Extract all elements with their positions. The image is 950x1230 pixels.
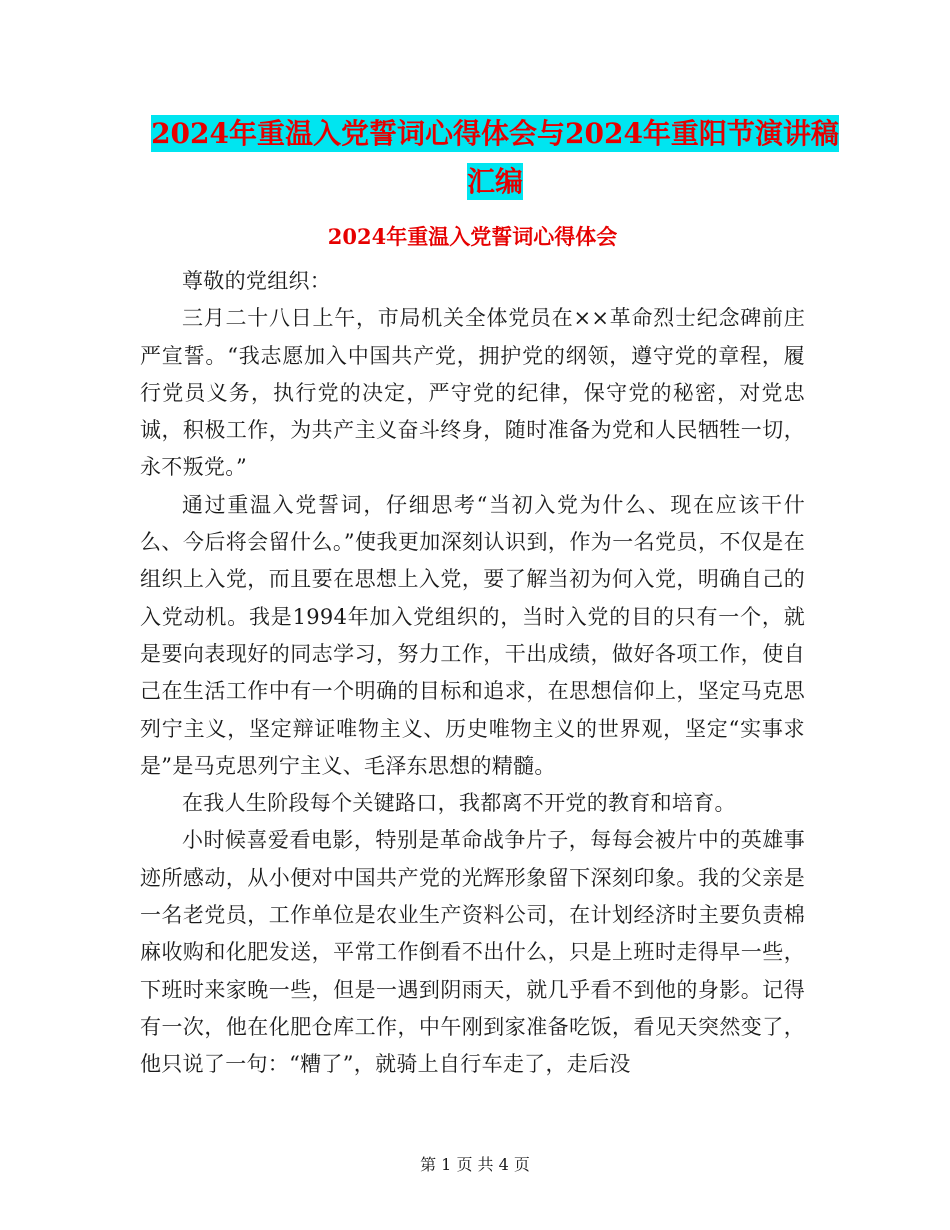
page-footer: 第 1 页 共 4 页	[420, 1155, 530, 1174]
body-paragraph: 小时候喜爱看电影，特别是革命战争片子，每每会被片中的英雄事迹所感动，从小便对中国共产党的光辉形象留下深刻印象。我的父亲是一名老党员，工作单位是农业生产资料公司，在计划经济时主要负责棉麻收购和化肥发送，平常工作倒看不出什么，只是上班时走得早一些，下班时来家晚一些，但是一遇到阴雨天，就几乎看不到他的身影。记得有一次，他在化肥仓库工作，中午刚到家准备吃饭，看见天突然变了，他只说了一句：“糟了”，就骑上自行车走了，走后没	[140, 828, 805, 1077]
document-title	[140, 110, 850, 206]
body-paragraph: 在我人生阶段每个关键路口，我都离不开党的教育和培育。	[182, 791, 736, 816]
document-title-line2: 汇编	[466, 165, 523, 198]
document-title-line1: 2024年重温入党誓词心得体会与2024年重阳节演讲稿	[151, 117, 839, 150]
section-title: 2024年重温入党誓词心得体会	[327, 224, 618, 249]
body-paragraph: 三月二十八日上午，市局机关全体党员在××革命烈士纪念碑前庄严宣誓。“我志愿加入中国共产党，拥护党的纲领，遵守党的章程，履行党员义务，执行党的决定，严守党的纪律，保守党的秘密，对党忠诚，积极工作，为共产主义奋斗终身，随时准备为党和人民牺牲一切，永不叛党。”	[140, 306, 805, 480]
salutation-paragraph: 尊敬的党组织：	[182, 269, 332, 293]
document-body	[140, 263, 805, 1084]
body-paragraph: 通过重温入党誓词，仔细思考“当初入党为什么、现在应该干什么、今后将会留什么。”使我更加深刻认识到，作为一名党员，不仅是在组织上入党，而且要在思想上入党，要了解当初为何入党，明确自己的入党动机。我是1994年加入党组织的，当时入党的目的只有一个，就是要向表现好的同志学习，努力工作，干出成绩，做好各项工作，使自己在生活工作中有一个明确的目标和追求，在思想信仰上，坚定马克思列宁主义，坚定辩证唯物主义、历史唯物主义的世界观，坚定“实事求是”是马克思列宁主义、毛泽东思想的精髓。	[140, 492, 805, 778]
